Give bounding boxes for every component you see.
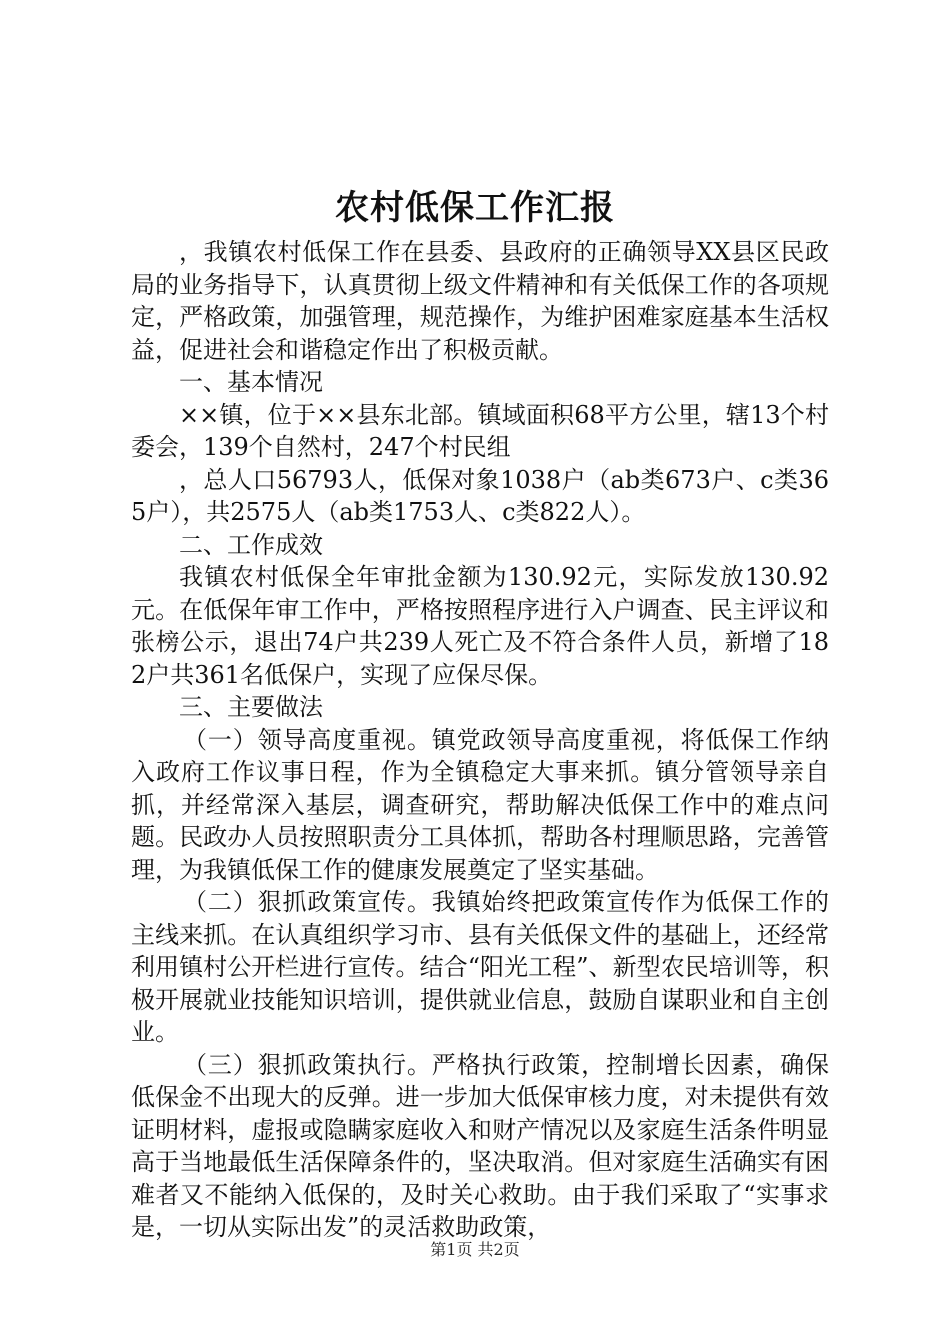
paragraph-population: ，总人口56793人，低保对象1038户（ab类673户、c类365户），共2575人（ab类1753人、c类822人）。 [131, 465, 829, 526]
page-footer: 第1页 共2页 [430, 1240, 520, 1259]
section-heading-methods: 三、主要做法 [179, 693, 323, 721]
section-heading-basic: 一、基本情况 [179, 368, 323, 396]
paragraph-method-3: （三）狠抓政策执行。严格执行政策，控制增长因素，确保低保金不出现大的反弹。进一步加大低保审核力度，对未提供有效证明材料，虚报或隐瞒家庭收入和财产情况以及家庭生活条件明显高于当地最低生活保障条件的，坚决取消。但对家庭生活确实有困难者又不能纳入低保的，及时关心救助。由于我们采取了“实事求是，一切从实际出发”的灵活救助政策， [131, 1050, 829, 1241]
paragraph-method-1: （一）领导高度重视。镇党政领导高度重视，将低保工作纳入政府工作议事日程，作为全镇稳定大事来抓。镇分管领导亲自抓，并经常深入基层，调查研究，帮助解决低保工作中的难点问题。民政办人员按照职责分工具体抓，帮助各村理顺思路，完善管理，为我镇低保工作的健康发展奠定了坚实基础。 [131, 725, 829, 884]
document-title: 农村低保工作汇报 [335, 188, 615, 228]
paragraph-intro: ，我镇农村低保工作在县委、县政府的正确领导XX县区民政局的业务指导下，认真贯彻上级文件精神和有关低保工作的各项规定，严格政策，加强管理，规范操作，为维护困难家庭基本生活权益，促进社会和谐稳定作出了积极贡献。 [131, 238, 829, 364]
document-body [131, 236, 829, 1244]
section-heading-results: 二、工作成效 [179, 530, 323, 559]
paragraph-basic-info: ××镇，位于××县东北部。镇域面积68平方公里，辖13个村委会，139个自然村，247个村民组 [131, 400, 829, 461]
paragraph-results: 我镇农村低保全年审批金额为130.92元，实际发放130.92元。在低保年审工作中，严格按照程序进行入户调查、民主评议和张榜公示，退出74户共239人死亡及不符合条件人员，新增了182户共361名低保户，实现了应保尽保。 [131, 563, 829, 689]
paragraph-method-2: （二）狠抓政策宣传。我镇始终把政策宣传作为低保工作的主线来抓。在认真组织学习市、县有关低保文件的基础上，还经常利用镇村公开栏进行宣传。结合“阳光工程”、新型农民培训等，积极开展就业技能知识培训，提供就业信息，鼓励自谋职业和自主创业。 [131, 888, 829, 1046]
